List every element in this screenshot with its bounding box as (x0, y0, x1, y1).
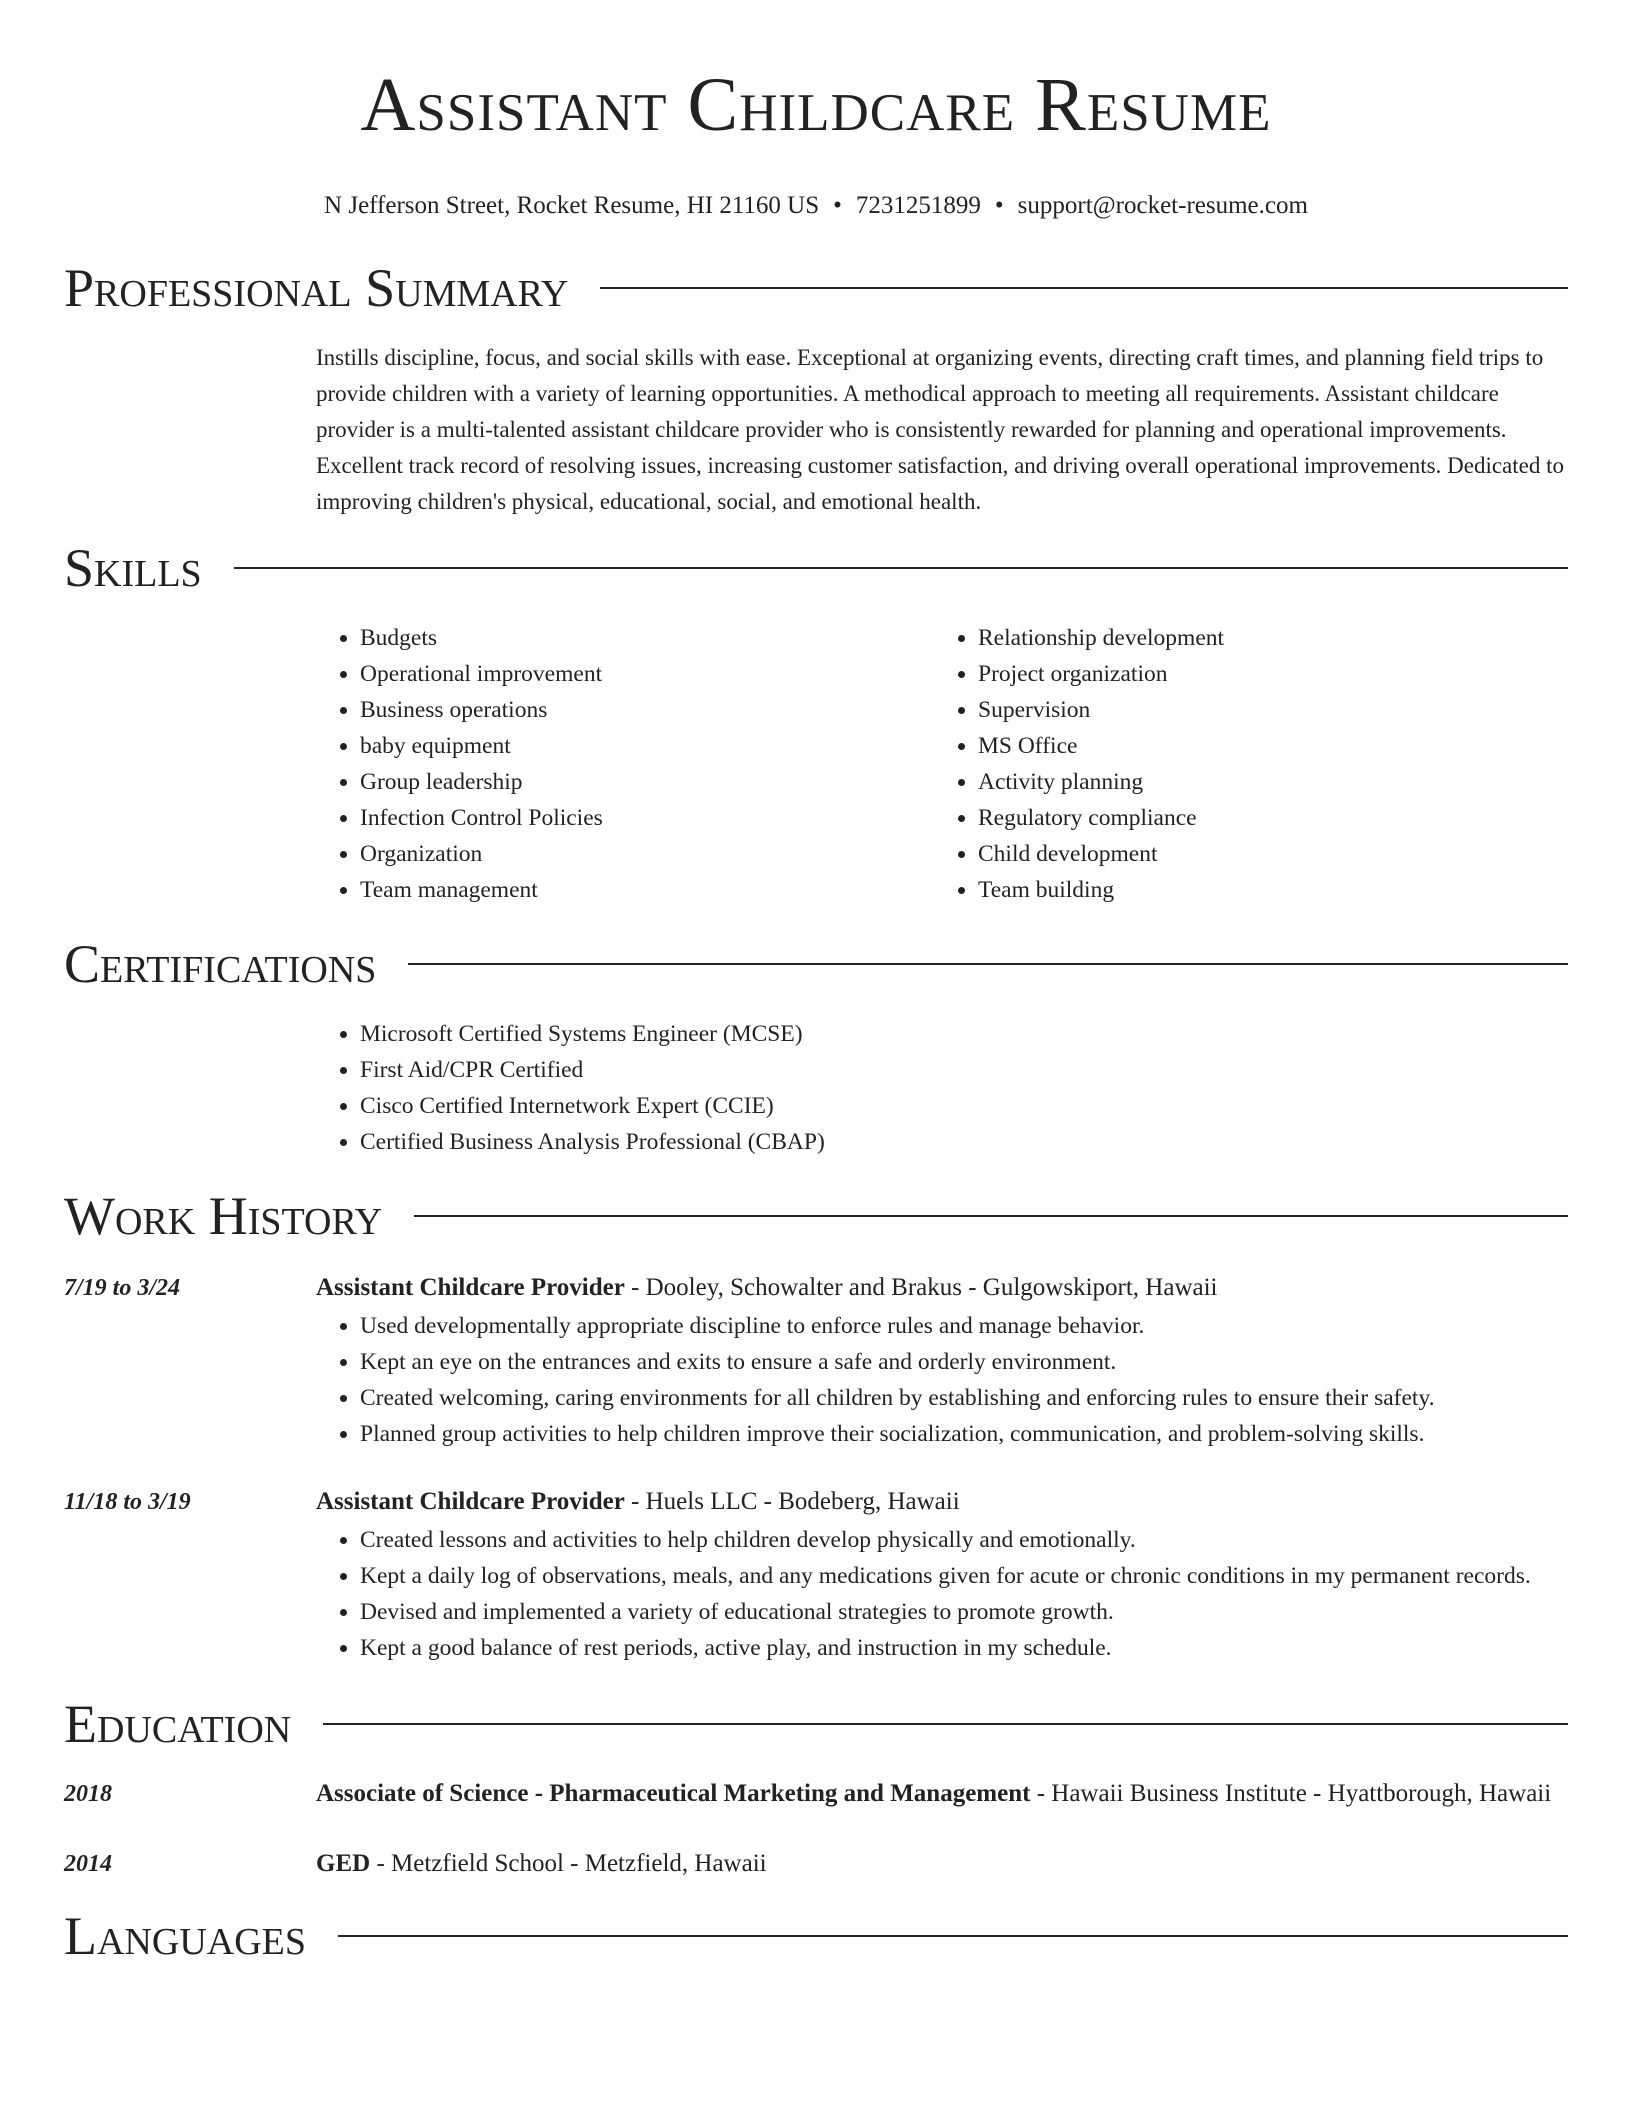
work-history-heading: Work History (64, 1186, 383, 1246)
contact-phone: 7231251899 (855, 192, 981, 219)
education-heading: Education (64, 1694, 292, 1754)
job-bullet: • Planned group activities to help children improve their socialization, communication, and problem-solving skills. (360, 1416, 1568, 1452)
job-bullet: • Devised and implemented a variety of educational strategies to promote growth. (360, 1594, 1568, 1630)
summary-heading: Professional Summary (64, 258, 569, 318)
skill-item: • Relationship development (978, 620, 1552, 656)
skill-item: • baby equipment (360, 728, 934, 764)
job-details: - Huels LLC - Bodeberg, Hawaii (624, 1488, 960, 1515)
skill-item: • Team building (978, 872, 1552, 908)
skill-item: • Business operations (360, 692, 934, 728)
skills-column-right (934, 620, 1552, 908)
section-divider (234, 567, 1568, 569)
education-section (64, 1684, 1568, 1884)
skills-list-right (934, 620, 1552, 908)
certifications-list-wrap (316, 1016, 1568, 1160)
skill-item: • Budgets (360, 620, 934, 656)
contact-separator: • (994, 192, 1004, 219)
skill-item: • Group leadership (360, 764, 934, 800)
skill-item: • MS Office (978, 728, 1552, 764)
languages-header (64, 1896, 1568, 1976)
education-details: - Hawaii Business Institute - Hyattborough, Hawaii (1030, 1780, 1552, 1807)
section-divider (323, 1723, 1568, 1725)
job-bullet: • Kept a good balance of rest periods, active play, and instruction in my schedule. (360, 1630, 1568, 1666)
job-title: Assistant Childcare Provider (316, 1488, 625, 1515)
education-degree: Associate of Science - Pharmaceutical Marketing and Management (316, 1780, 1031, 1807)
education-heading-line (316, 1774, 1568, 1814)
skills-list-left (316, 620, 934, 908)
summary-text: Instills discipline, focus, and social skills with ease. Exceptional at organizing events, directing craft times, and planning field trips to provide children with a variety of learning opportunities. A methodical approach to meeting all requirements. Assistant childcare provider is a multi-talented assistant childcare provider who is consistently rewarded for planning and operational improvements. Excellent track record of resolving issues, increasing customer satisfaction, and driving overall operational improvements. Dedicated to improving children's physical, educational, social, and emotional health. (316, 345, 1564, 514)
contact-address: N Jefferson Street, Rocket Resume, HI 21160 US (324, 192, 820, 219)
job-entry (64, 1268, 1568, 1452)
skills-header (64, 528, 1568, 608)
job-dates: 11/18 to 3/19 (64, 1489, 191, 1515)
section-divider (408, 963, 1568, 965)
job-bullets (316, 1308, 1568, 1452)
skills-section (64, 528, 1568, 908)
job-dates: 7/19 to 3/24 (64, 1275, 181, 1301)
job-bullet: • Kept a daily log of observations, meals, and any medications given for acute or chronic conditions in my permanent records. (360, 1558, 1568, 1594)
education-header (64, 1684, 1568, 1764)
certifications-header (64, 924, 1568, 1004)
education-heading-line (316, 1844, 1568, 1884)
job-heading (316, 1482, 1568, 1522)
job-bullet: • Used developmentally appropriate discipline to enforce rules and manage behavior. (360, 1308, 1568, 1344)
resume-title: Assistant Childcare Resume (360, 63, 1272, 147)
job-title: Assistant Childcare Provider (316, 1274, 625, 1301)
certifications-list (316, 1016, 1568, 1160)
job-bullet: • Kept an eye on the entrances and exits to ensure a safe and orderly environment. (360, 1344, 1568, 1380)
languages-section (64, 1896, 1568, 1976)
work-history-section (64, 1176, 1568, 1666)
contact-email: support@rocket-resume.com (1017, 192, 1308, 219)
job-bullet: • Created welcoming, caring environments for all children by establishing and enforcing rules to ensure their safety. (360, 1380, 1568, 1416)
education-entry (64, 1844, 1568, 1884)
certification-item: • Microsoft Certified Systems Engineer (MCSE) (360, 1016, 1568, 1052)
certifications-heading: Certifications (64, 934, 377, 994)
skill-item: • Organization (360, 836, 934, 872)
job-heading (316, 1268, 1568, 1308)
certification-item: • First Aid/CPR Certified (360, 1052, 1568, 1088)
certification-item: • Certified Business Analysis Professional (CBAP) (360, 1124, 1568, 1160)
skill-item: • Operational improvement (360, 656, 934, 692)
languages-heading: Languages (64, 1906, 306, 1966)
job-details: - Dooley, Schowalter and Brakus - Gulgowskiport, Hawaii (624, 1274, 1218, 1301)
skill-item: • Project organization (978, 656, 1552, 692)
job-bullets (316, 1522, 1568, 1666)
skill-item: • Team management (360, 872, 934, 908)
job-body (316, 1482, 1568, 1666)
skill-item: • Infection Control Policies (360, 800, 934, 836)
skill-item: • Activity planning (978, 764, 1552, 800)
skill-item: • Regulatory compliance (978, 800, 1552, 836)
contact-separator: • (833, 192, 842, 219)
section-divider (600, 287, 1568, 289)
skills-grid (316, 620, 1568, 908)
section-divider (414, 1215, 1568, 1217)
skills-column-left (316, 620, 934, 908)
skills-heading: Skills (64, 538, 202, 598)
summary-section (64, 248, 1568, 520)
job-body (316, 1268, 1568, 1452)
education-entry (64, 1774, 1568, 1814)
skill-item: • Supervision (978, 692, 1552, 728)
job-entry (64, 1482, 1568, 1666)
certifications-section (64, 924, 1568, 1160)
education-year: 2014 (64, 1851, 112, 1877)
summary-header (64, 248, 1568, 328)
education-degree: GED (316, 1850, 371, 1877)
certification-item: • Cisco Certified Internetwork Expert (CCIE) (360, 1088, 1568, 1124)
skill-item: • Child development (978, 836, 1552, 872)
work-history-header (64, 1176, 1568, 1256)
contact-line (64, 190, 1568, 222)
education-year: 2018 (64, 1781, 112, 1807)
education-details: - Metzfield School - Metzfield, Hawaii (370, 1850, 767, 1877)
section-divider (338, 1935, 1568, 1937)
job-bullet: • Created lessons and activities to help children develop physically and emotionally. (360, 1522, 1568, 1558)
